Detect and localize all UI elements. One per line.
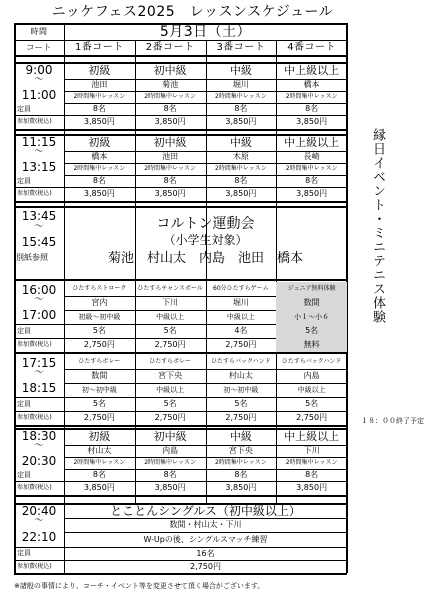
court-3-header: 3番コート [216, 41, 266, 53]
coach-name: 池田 [91, 80, 108, 89]
capacity-label: 定員 [17, 470, 31, 479]
fee-value: 3,850円 [154, 483, 186, 492]
capacity-value: 8名 [234, 104, 248, 113]
singles-fee: 2,750円 [190, 561, 221, 571]
lesson-level: 中級以上 [156, 385, 185, 394]
end-time: 13:15 [21, 160, 57, 174]
fee-label: 参加費(税込) [17, 341, 52, 348]
coach-name: 堀川 [232, 80, 249, 89]
fee-value: 3,850円 [83, 189, 115, 198]
event-name: コルトン運動会 [156, 216, 255, 232]
grid-line [14, 352, 347, 354]
lesson-note: 2時間集中レッスン [285, 93, 338, 100]
singles-coaches: 数間・村山太・下川 [169, 520, 242, 529]
lesson-level: 初～初中級 [223, 385, 259, 394]
singles-end-time: 22:10 [21, 530, 57, 544]
court-4-header: 4番コート [287, 41, 337, 53]
lesson-level: 中級 [229, 64, 252, 77]
capacity-value: 5名 [305, 399, 319, 408]
grid-line [14, 201, 347, 203]
time-tilde: ～ [34, 367, 44, 378]
event-members: 菊池 村山太 内島 池田 橋本 [107, 250, 303, 266]
grid-line [14, 279, 347, 281]
lesson-title: ジュニア無料体験 [276, 282, 347, 296]
capacity-value: 8名 [163, 176, 177, 185]
fee-value: 3,850円 [225, 117, 257, 126]
lesson-note: 2時間集中レッスン [214, 459, 267, 466]
fee-label: 参加費(税込) [17, 118, 52, 125]
fee-value: 2,750円 [154, 413, 186, 422]
lesson-level: 中級以上 [156, 312, 185, 321]
coach-name: 内島 [162, 446, 179, 455]
grid-line [14, 425, 347, 427]
fee-value: 3,850円 [225, 189, 257, 198]
capacity-value: 8名 [92, 470, 106, 479]
capacity-value: 5名 [163, 326, 177, 335]
court-header: コート [26, 42, 52, 52]
coach-name: 菊池 [162, 80, 179, 89]
fee-value: 3,850円 [296, 117, 328, 126]
singles-title: とことんシングルス（初中級以上） [110, 503, 301, 518]
lesson-title: ひたすらボレー [149, 358, 192, 365]
event-subtitle: （小学生対象） [163, 233, 248, 247]
lesson-note: 2時間集中レッスン [285, 459, 338, 466]
coach-name: 橋本 [303, 80, 320, 89]
fee-value: 2,750円 [225, 340, 257, 349]
capacity-value: 8名 [234, 470, 248, 479]
fee-value: 3,850円 [225, 483, 257, 492]
lesson-level: 中上級以上 [284, 64, 340, 77]
fee-value: 2,750円 [296, 413, 328, 422]
lesson-level: 中級 [229, 430, 252, 443]
event-end-time: 15:45 [21, 235, 57, 249]
fee-label: 参加費(税込) [17, 562, 52, 570]
singles-capacity: 16名 [196, 548, 215, 558]
time-tilde: ～ [34, 221, 44, 232]
coach-name: 数間 [91, 371, 108, 380]
lesson-note: 2時間集中レッスン [73, 165, 126, 172]
capacity-label: 定員 [17, 326, 31, 335]
start-time: 18:30 [21, 429, 57, 443]
time-tilde: ～ [34, 515, 44, 526]
fee-label: 参加費(税込) [17, 190, 52, 197]
start-time: 9:00 [25, 63, 53, 77]
capacity-value: 8名 [305, 470, 319, 479]
fee-value: 3,850円 [154, 117, 186, 126]
lesson-level: 初級 [88, 64, 111, 77]
page-title: ニッケフェス2025 レッスンスケジュール [51, 4, 334, 20]
capacity-value: 8名 [163, 104, 177, 113]
lesson-title: ひたすらストローク [72, 285, 127, 292]
coach-name: 宮下央 [228, 446, 253, 455]
time-tilde: ～ [34, 146, 44, 157]
lesson-title: ひたすらボレー [78, 358, 121, 365]
capacity-label: 定員 [17, 104, 31, 113]
lesson-note: 2時間集中レッスン [144, 93, 196, 100]
fee-value: 3,850円 [296, 189, 328, 198]
lesson-title: 60分ひたすらゲーム [213, 285, 269, 292]
lesson-level: 初中級 [153, 64, 187, 77]
coach-name: 宮内 [91, 298, 108, 307]
lesson-level: 初級 [88, 136, 111, 149]
lesson-level: 中上級以上 [284, 430, 340, 443]
lesson-note: 2時間集中レッスン [144, 165, 196, 172]
lesson-note: 2時間集中レッスン [214, 93, 267, 100]
lesson-title: ひたすらバックハンド [211, 358, 271, 365]
fee-label: 参加費(税込) [17, 484, 52, 491]
footnote: ※諸般の事情により、コーチ・イベント等を変更させて頂く場合がございます。 [14, 581, 265, 590]
court-2-header: 2番コート [145, 41, 195, 53]
time-header: 時間 [30, 26, 48, 36]
fee-value: 3,850円 [154, 189, 186, 198]
lesson-note: 2時間集中レッスン [214, 165, 267, 172]
event-reference: 別紙参照 [16, 253, 48, 262]
coach-name: 内島 [303, 371, 320, 380]
lesson-level: 初中級 [153, 136, 187, 149]
capacity-label: 定員 [17, 399, 31, 408]
side-end-note: １８：００終了予定 [361, 416, 424, 425]
fee-value: 無料 [276, 338, 347, 352]
lesson-level: 初級～初中級 [78, 312, 121, 321]
grid-line [14, 573, 347, 575]
lesson-level: 中級 [229, 136, 252, 149]
date-heading: 5月3日（土） [159, 23, 252, 40]
lesson-level: 初～初中級 [81, 385, 117, 394]
capacity-value: 8名 [234, 176, 248, 185]
event-start-time: 13:45 [21, 209, 57, 223]
end-time: 17:00 [21, 308, 57, 322]
capacity-value: 5名 [92, 399, 106, 408]
capacity-value: 4名 [234, 326, 248, 335]
lesson-note: 2時間集中レッスン [144, 459, 196, 466]
lesson-level: 中上級以上 [284, 136, 340, 149]
capacity-label: 定員 [17, 176, 31, 185]
capacity-value: 5名 [92, 326, 106, 335]
capacity-value: 8名 [163, 470, 177, 479]
fee-value: 2,750円 [154, 340, 186, 349]
capacity-value: 8名 [92, 176, 106, 185]
coach-name: 下川 [162, 298, 179, 307]
lesson-level: 初級 [88, 430, 111, 443]
lesson-level: 中級以上 [297, 385, 326, 394]
fee-value: 3,850円 [83, 483, 115, 492]
fee-value: 2,750円 [83, 413, 115, 422]
start-time: 11:15 [21, 135, 57, 149]
court-1-header: 1番コート [74, 41, 124, 53]
capacity-value: 8名 [92, 104, 106, 113]
capacity-value: 8名 [305, 104, 319, 113]
fee-value: 2,750円 [83, 340, 115, 349]
lesson-note: 2時間集中レッスン [285, 165, 338, 172]
lesson-level: 小１～小６ [276, 310, 347, 324]
start-time: 17:15 [21, 356, 57, 370]
fee-value: 3,850円 [296, 483, 328, 492]
capacity-label: 定員 [17, 549, 31, 557]
coach-name: 村山太 [228, 371, 253, 380]
coach-name: 村山太 [87, 446, 112, 455]
time-tilde: ～ [34, 294, 44, 305]
grid-line [14, 495, 347, 497]
lesson-level: 初中級 [153, 430, 187, 443]
start-time: 16:00 [21, 283, 57, 297]
end-time: 11:00 [21, 88, 57, 102]
singles-description: W-Upの後、シングルスマッチ練習 [143, 534, 268, 544]
coach-name: 宮下央 [158, 371, 183, 380]
time-tilde: ～ [34, 74, 44, 85]
capacity-value: 5名 [234, 399, 248, 408]
singles-start-time: 20:40 [21, 504, 57, 518]
coach-name: 木原 [232, 152, 249, 161]
coach-name: 橋本 [91, 152, 108, 161]
end-time: 18:15 [21, 381, 57, 395]
end-time: 20:30 [21, 454, 57, 468]
capacity-value: 8名 [305, 176, 319, 185]
fee-value: 2,750円 [225, 413, 257, 422]
coach-name: 堀川 [232, 298, 249, 307]
capacity-value: 5名 [163, 399, 177, 408]
coach-name: 下川 [303, 446, 320, 455]
time-tilde: ～ [34, 440, 44, 451]
lesson-note: 2時間集中レッスン [73, 459, 126, 466]
lesson-title: ひたすらバックハンド [281, 358, 342, 365]
coach-name: 池田 [162, 152, 179, 161]
lesson-title: ひたすらチャンスボール [137, 285, 203, 292]
grid-line [14, 129, 347, 131]
fee-label: 参加費(税込) [17, 414, 52, 421]
lesson-level: 中級以上 [226, 312, 255, 321]
coach-name: 数間 [276, 296, 347, 310]
side-event-text: 縁日イベント・ミニテニス体験 [370, 128, 385, 324]
grid-line [14, 206, 347, 208]
capacity-value: 5名 [276, 324, 347, 338]
fee-value: 3,850円 [83, 117, 115, 126]
coach-name: 長崎 [303, 152, 320, 161]
lesson-note: 2時間集中レッスン [73, 93, 126, 100]
